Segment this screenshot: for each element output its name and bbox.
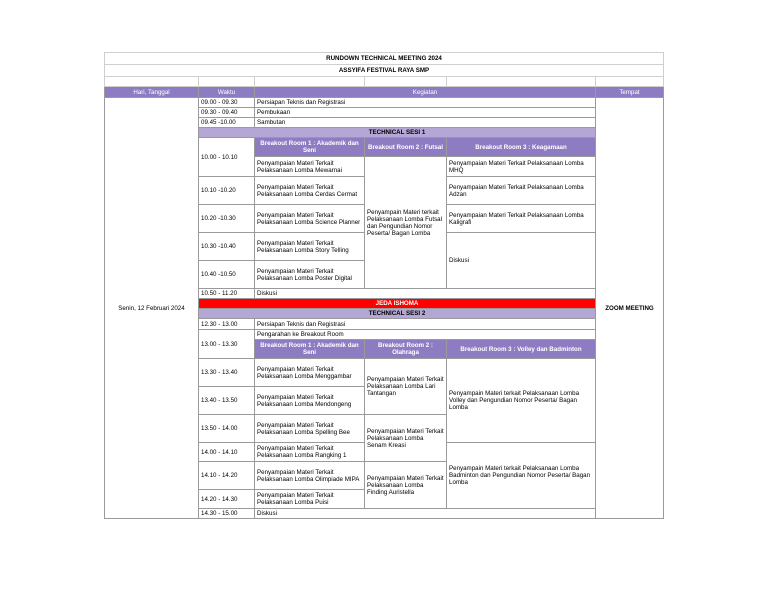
time-cell: 10.10 -10.20 [199,177,255,205]
header-time: Waktu [199,87,255,98]
time-cell: 12.30 - 13.00 [199,319,255,330]
time-cell: 09.00 - 09.30 [199,98,255,108]
session2-room3-item: Penyampain Materi terkait Pelaksanaan Lomba Badminton dan Pengundian Nomor Peserta/ Bagan Lomba [447,443,596,509]
session2-room1-header: Breakout Room 1 : Akademik dan Seni [255,340,365,359]
session1-room3-header: Breakout Room 3 : Keagamaan [447,138,596,157]
session1-room1-item: Penyampaian Materi Terkait Pelaksanaan Lomba Mewarnai [255,157,365,177]
activity-cell: Pengarahan ke Breakout Room [255,330,596,340]
time-cell: 13.30 - 13.40 [199,359,255,387]
header-date: Hari, Tanggal [105,87,199,98]
activity-cell: Diskusi [255,509,596,519]
time-cell: 14.20 - 14.30 [199,490,255,509]
event-place: ZOOM MEETING [596,98,664,519]
activity-cell: Persiapan Teknis dan Registrasi [255,319,596,330]
break-label: JEDA ISHOMA [199,299,596,309]
session1-room2-item: Penyampain Materi terkait Pelaksanaan Lomba Futsal dan Pengundian Nomor Peserta/ Bagan Lomba [365,157,447,289]
session1-room2-header: Breakout Room 2 : Futsal [365,138,447,157]
session1-title: TECHNICAL SESI 1 [199,128,596,138]
time-cell: 10.20 -10.30 [199,205,255,233]
session2-room2-header: Breakout Room 2 : Olahraga [365,340,447,359]
session1-room1-item: Penyampaian Materi Terkait Pelaksanaan Lomba Poster Digital [255,261,365,289]
session1-room3-item: Penyampaian Materi Terkait Pelaksanaan Lomba Kaligrafi [447,205,596,233]
session1-room1-header: Breakout Room 1 : Akademik dan Seni [255,138,365,157]
time-cell: 10.30 -10.40 [199,233,255,261]
session1-room3-item: Diskusi [447,233,596,289]
session1-room1-item: Penyampaian Materi Terkait Pelaksanaan Lomba Science Planner [255,205,365,233]
session2-room2-item: Penyampaian Materi Terkait Pelaksanaan Lomba Senam Kreasi [365,415,447,462]
session1-room3-item: Penyampaian Materi Terkait Pelaksanaan Lomba Adzan [447,177,596,205]
time-cell: 09.30 - 09.40 [199,108,255,118]
activity-cell: Persiapan Teknis dan Registrasi [255,98,596,108]
activity-cell: Pembukaan [255,108,596,118]
activity-cell: Diskusi [255,289,596,299]
session2-room3-header: Breakout Room 3 : Volley dan Badminton [447,340,596,359]
session2-room1-item: Penyampaian Materi Terkait Pelaksanaan Lomba Menggambar [255,359,365,387]
session2-room1-item: Penyampaian Materi Terkait Pelaksanaan Lomba Spelling Bee [255,415,365,443]
session2-room3-item: Penyampain Materi terkait Pelaksanaan Lomba Volley dan Pengundian Nomor Peserta/ Bagan Lomba [447,359,596,443]
session2-room1-item: Penyampaian Materi Terkait Pelaksanaan Lomba Mendongeng [255,387,365,415]
rundown-table [104,52,664,519]
session2-room2-item: Penyampaian Materi Terkait Pelaksanaan Lomba Finding Auristella [365,462,447,509]
time-cell: 10.00 - 10.10 [199,138,255,177]
session2-title: TECHNICAL SESI 2 [199,309,596,319]
session1-room3-item: Penyampaian Materi Terkait Pelaksanaan Lomba MHQ [447,157,596,177]
time-cell: 09.45 -10.00 [199,118,255,128]
time-cell: 14.30 - 15.00 [199,509,255,519]
time-cell: 14.00 - 14.10 [199,443,255,462]
event-date: Senin, 12 Februari 2024 [105,98,199,519]
header-place: Tempat [596,87,664,98]
time-cell: 10.40 -10.50 [199,261,255,289]
time-cell: 10.50 - 11.20 [199,289,255,299]
header-activity: Kegiatan [255,87,596,98]
session1-room1-item: Penyampaian Materi Terkait Pelaksanaan Lomba Story Telling [255,233,365,261]
time-cell: 13.40 - 13.50 [199,387,255,415]
session2-room1-item: Penyampaian Materi Terkait Pelaksanaan Lomba Puisi [255,490,365,509]
session2-room1-item: Penyampaian Materi Terkait Pelaksanaan Lomba Olimpiade MIPA [255,462,365,490]
session1-room1-item: Penyampaian Materi Terkait Pelaksanaan Lomba Cerdas Cermat [255,177,365,205]
document-subtitle: ASSYIFA FESTIVAL RAYA SMP [105,65,664,77]
session2-room2-item: Penyampaian Materi Terkait Pelaksanaan Lomba Lari Tantangan [365,359,447,415]
document-title: RUNDOWN TECHNICAL MEETING 2024 [105,53,664,65]
time-cell: 14.10 - 14.20 [199,462,255,490]
session2-room1-item: Penyampaian Materi Terkait Pelaksanaan Lomba Rangking 1 [255,443,365,462]
time-cell: 13.00 - 13.30 [199,330,255,359]
activity-cell: Sambutan [255,118,596,128]
time-cell: 13.50 - 14.00 [199,415,255,443]
